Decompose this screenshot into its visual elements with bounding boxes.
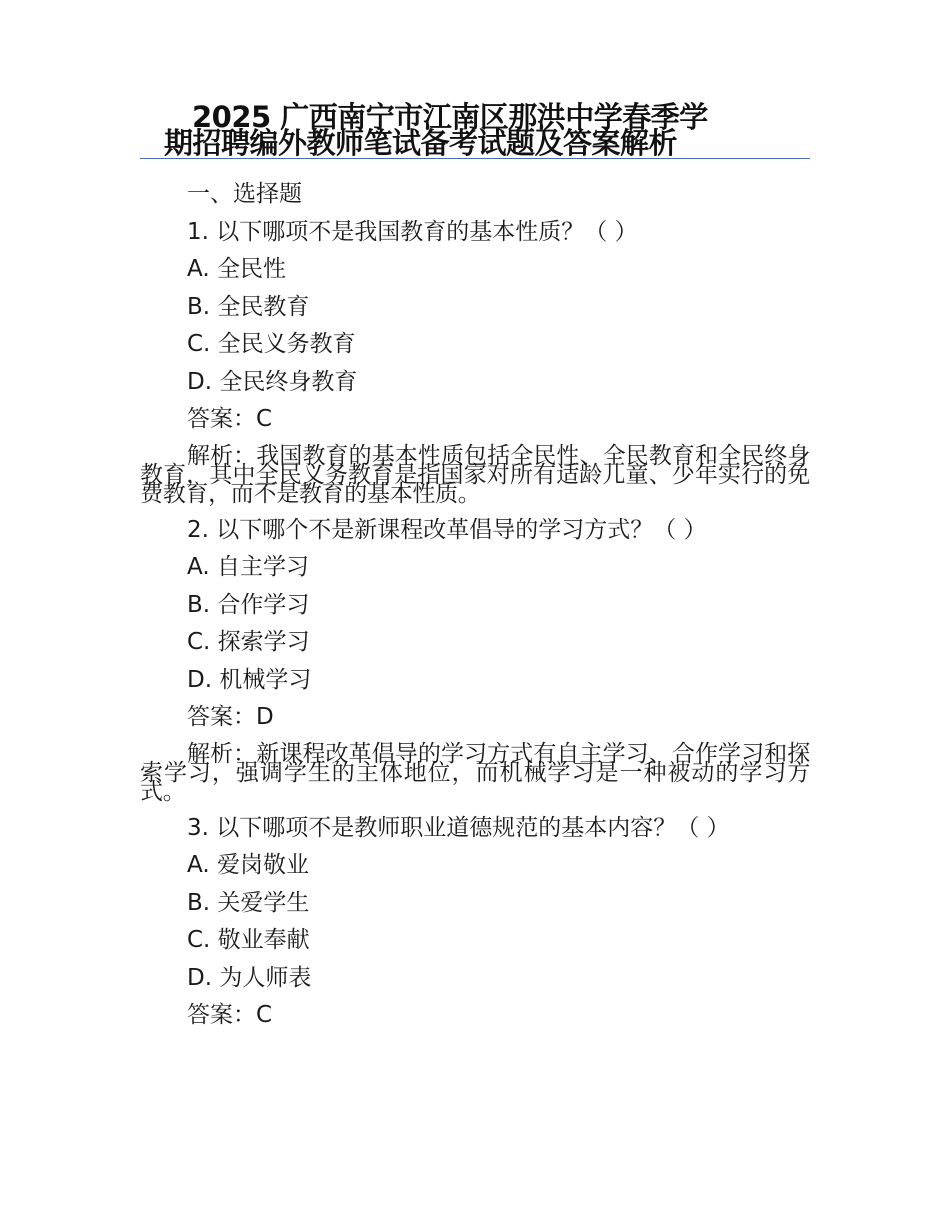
question-text: 3. 以下哪项不是教师职业道德规范的基本内容？（ ） (187, 814, 730, 841)
document-body (140, 176, 810, 1035)
option-a: A. 爱岗敬业 (187, 852, 309, 878)
answer: 答案：D (187, 704, 274, 730)
question-text: 2. 以下哪个不是新课程改革倡导的学习方式？（ ） (187, 516, 707, 543)
explanation: 解析：新课程改革倡导的学习方式有自主学习、合作学习和探索学习，强调学生的主体地位，而机械学习是一种被动的学习方式。 (140, 740, 810, 805)
option-d: D. 全民终身教育 (187, 368, 358, 395)
answer: 答案：C (187, 1002, 273, 1028)
title-line-2: 期招聘编外教师笔试备考试题及答案解析 (164, 126, 678, 160)
option-c: C. 全民义务教育 (187, 331, 356, 357)
question-text: 1. 以下哪项不是我国教育的基本性质？（ ） (187, 218, 638, 245)
document-title (140, 100, 810, 160)
option-d: D. 机械学习 (187, 666, 312, 693)
title-line-1: 2025 广西南宁市江南区那洪中学春季学 (192, 100, 708, 134)
option-b: B. 关爱学生 (187, 889, 310, 916)
option-b: B. 全民教育 (187, 293, 310, 320)
option-a: A. 自主学习 (187, 554, 309, 580)
option-c: C. 敬业奉献 (187, 927, 310, 953)
option-b: B. 合作学习 (187, 591, 310, 618)
option-d: D. 为人师表 (187, 964, 312, 991)
section-heading: 一、选择题 (187, 181, 302, 207)
explanation: 解析：我国教育的基本性质包括全民性、全民教育和全民终身教育，其中全民义务教育是指国家对所有适龄儿童、少年实行的免费教育，而不是教育的基本性质。 (140, 442, 810, 507)
answer: 答案：C (187, 406, 273, 432)
option-a: A. 全民性 (187, 256, 286, 282)
option-c: C. 探索学习 (187, 629, 310, 655)
